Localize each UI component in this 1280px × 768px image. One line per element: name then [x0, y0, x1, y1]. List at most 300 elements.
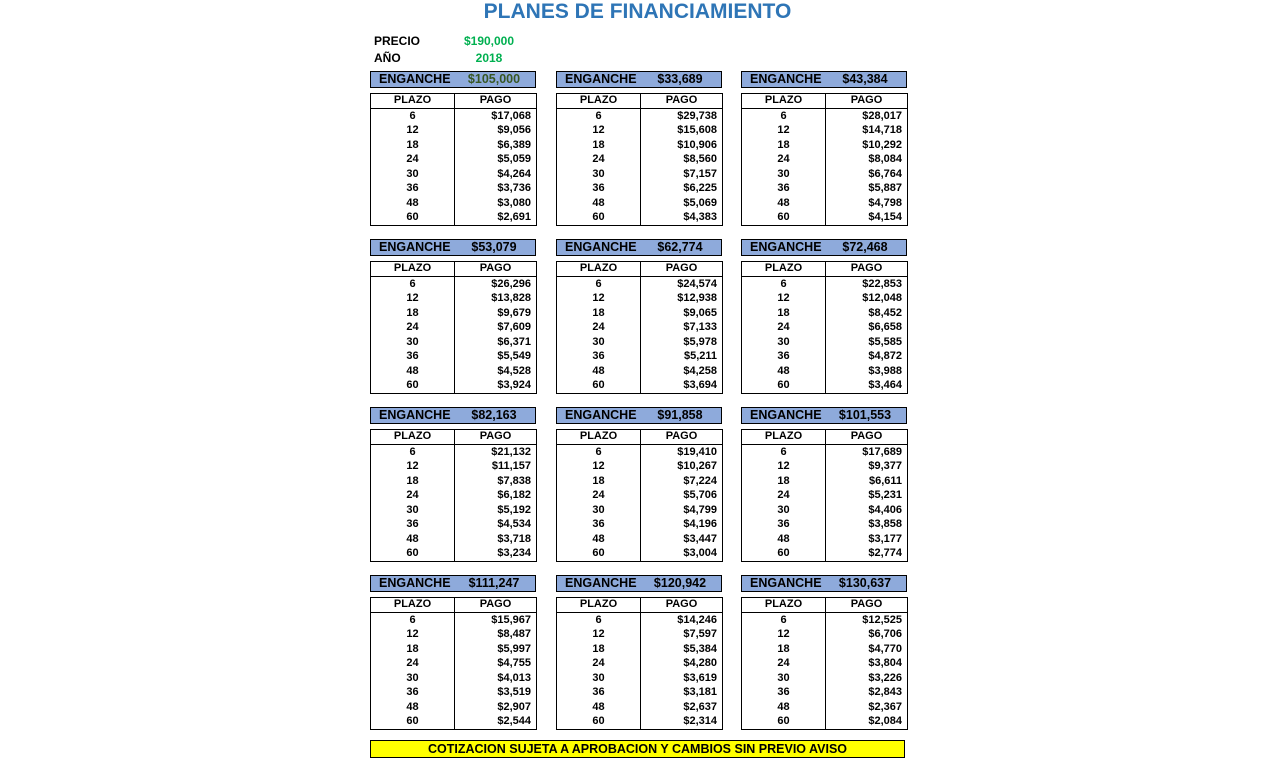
- table-header-row: [371, 262, 537, 277]
- plazo-cell: 60: [742, 379, 826, 394]
- pago-cell: $3,234: [497, 547, 531, 559]
- pago-cell: $3,858: [868, 518, 902, 530]
- pago-cell: $3,004: [683, 547, 717, 559]
- enganche-value: $33,689: [657, 72, 703, 86]
- pago-cell: $12,525: [862, 613, 902, 626]
- pago-cell: $12,048: [862, 292, 902, 304]
- plazo-cell: 12: [557, 460, 641, 475]
- table-row: [371, 700, 537, 715]
- enganche-value: $72,468: [842, 240, 888, 254]
- table-row: [557, 532, 723, 547]
- enganche-label: ENGANCHE: [565, 240, 637, 254]
- plazo-header: PLAZO: [371, 262, 455, 277]
- table-row: [742, 277, 908, 292]
- payment-table: [741, 261, 908, 394]
- plan-block: [370, 575, 536, 730]
- table-row: [371, 153, 537, 168]
- disclaimer-banner: COTIZACION SUJETA A APROBACION Y CAMBIOS SIN PREVIO AVISO: [370, 740, 905, 758]
- table-row: [557, 657, 723, 672]
- table-row: [371, 489, 537, 504]
- pago-cell: $4,264: [497, 167, 531, 180]
- table-row: [557, 167, 723, 182]
- plazo-cell: 6: [742, 277, 826, 292]
- plan-block: [370, 71, 536, 226]
- payment-table: [370, 429, 537, 562]
- plazo-cell: 6: [557, 277, 641, 292]
- pago-cell: $5,059: [497, 153, 531, 165]
- plan-block: [556, 407, 722, 562]
- pago-cell: $8,487: [497, 628, 531, 640]
- plazo-cell: 30: [557, 335, 641, 350]
- payment-table: [370, 93, 537, 226]
- pago-cell: $4,534: [497, 518, 531, 530]
- pago-cell: $4,798: [868, 196, 902, 209]
- enganche-header: [741, 239, 907, 256]
- pago-cell: $2,843: [868, 686, 902, 698]
- plazo-cell: 48: [742, 196, 826, 211]
- enganche-label: ENGANCHE: [565, 576, 637, 590]
- table-row: [742, 671, 908, 686]
- table-header-row: [742, 430, 908, 445]
- pago-header: PAGO: [826, 598, 908, 613]
- pago-cell: $3,181: [683, 686, 717, 698]
- plazo-cell: 24: [557, 489, 641, 504]
- plazo-cell: 48: [371, 364, 455, 379]
- plazo-cell: 36: [371, 350, 455, 365]
- table-row: [371, 503, 537, 518]
- pago-cell: $5,706: [683, 489, 717, 501]
- table-row: [557, 321, 723, 336]
- enganche-label: ENGANCHE: [565, 72, 637, 86]
- enganche-header: [741, 71, 907, 88]
- pago-cell: $7,597: [683, 628, 717, 640]
- table-row: [371, 350, 537, 365]
- plazo-cell: 18: [742, 642, 826, 657]
- enganche-value: $62,774: [657, 240, 703, 254]
- enganche-value: $111,247: [468, 576, 520, 590]
- payment-table: [556, 597, 723, 730]
- pago-cell: $3,736: [497, 182, 531, 194]
- pago-cell: $6,371: [497, 335, 531, 348]
- table-row: [742, 686, 908, 701]
- table-row: [557, 306, 723, 321]
- plan-block: [370, 239, 536, 394]
- plazo-cell: 30: [371, 167, 455, 182]
- table-row: [742, 196, 908, 211]
- table-row: [371, 335, 537, 350]
- pago-cell: $26,296: [491, 277, 531, 290]
- table-row: [371, 306, 537, 321]
- table-row: [371, 686, 537, 701]
- plazo-cell: 24: [371, 489, 455, 504]
- pago-cell: $8,084: [868, 153, 902, 165]
- pago-cell: $12,938: [677, 292, 717, 304]
- table-row: [557, 124, 723, 139]
- table-row: [742, 547, 908, 562]
- table-row: [557, 153, 723, 168]
- table-row: [742, 306, 908, 321]
- table-row: [371, 321, 537, 336]
- plazo-cell: 60: [371, 547, 455, 562]
- table-row: [557, 335, 723, 350]
- plazo-cell: 60: [742, 715, 826, 730]
- enganche-header: [741, 575, 907, 592]
- plazo-header: PLAZO: [742, 262, 826, 277]
- pago-cell: $2,907: [497, 700, 531, 713]
- table-header-row: [557, 430, 723, 445]
- table-row: [557, 489, 723, 504]
- precio-value: $190,000: [463, 34, 515, 48]
- pago-cell: $3,447: [683, 532, 717, 545]
- payment-table: [370, 261, 537, 394]
- pago-cell: $14,718: [862, 124, 902, 136]
- plazo-cell: 12: [742, 124, 826, 139]
- table-row: [371, 196, 537, 211]
- pago-cell: $4,528: [497, 364, 531, 377]
- plazo-cell: 60: [371, 379, 455, 394]
- table-row: [371, 715, 537, 730]
- table-row: [371, 167, 537, 182]
- plan-block: [370, 407, 536, 562]
- pago-cell: $4,280: [683, 657, 717, 669]
- pago-cell: $17,689: [862, 445, 902, 458]
- plazo-header: PLAZO: [557, 94, 641, 109]
- table-row: [742, 321, 908, 336]
- plan-block: [556, 239, 722, 394]
- pago-cell: $15,608: [677, 124, 717, 136]
- pago-cell: $17,068: [491, 109, 531, 122]
- table-row: [557, 277, 723, 292]
- plazo-cell: 36: [371, 182, 455, 197]
- table-row: [557, 700, 723, 715]
- table-row: [557, 445, 723, 460]
- enganche-value: $43,384: [842, 72, 888, 86]
- anio-label: AÑO: [374, 51, 401, 65]
- pago-cell: $3,177: [868, 532, 902, 545]
- plazo-cell: 48: [557, 700, 641, 715]
- table-row: [742, 700, 908, 715]
- table-row: [557, 364, 723, 379]
- plazo-cell: 18: [371, 642, 455, 657]
- table-header-row: [742, 94, 908, 109]
- pago-cell: $3,924: [497, 379, 531, 391]
- table-row: [742, 124, 908, 139]
- table-row: [371, 532, 537, 547]
- plazo-cell: 12: [557, 628, 641, 643]
- table-row: [742, 109, 908, 124]
- pago-cell: $5,211: [683, 350, 717, 362]
- pago-cell: $4,770: [868, 642, 902, 655]
- plazo-cell: 18: [371, 138, 455, 153]
- table-row: [557, 628, 723, 643]
- table-row: [371, 657, 537, 672]
- plazo-cell: 12: [371, 460, 455, 475]
- table-header-row: [371, 430, 537, 445]
- table-row: [557, 518, 723, 533]
- plan-block: [556, 575, 722, 730]
- pago-header: PAGO: [455, 430, 537, 445]
- pago-cell: $4,799: [683, 503, 717, 516]
- pago-header: PAGO: [826, 430, 908, 445]
- table-row: [557, 460, 723, 475]
- table-row: [371, 124, 537, 139]
- plazo-cell: 30: [371, 335, 455, 350]
- plazo-cell: 12: [742, 460, 826, 475]
- table-row: [742, 613, 908, 628]
- table-row: [742, 489, 908, 504]
- pago-cell: $3,694: [683, 379, 717, 391]
- pago-header: PAGO: [641, 94, 723, 109]
- plazo-cell: 48: [557, 196, 641, 211]
- table-row: [742, 182, 908, 197]
- pago-cell: $4,872: [868, 350, 902, 362]
- table-row: [742, 628, 908, 643]
- pago-cell: $5,585: [868, 335, 902, 348]
- plazo-header: PLAZO: [557, 430, 641, 445]
- plazo-cell: 48: [371, 532, 455, 547]
- payment-table: [556, 261, 723, 394]
- plazo-cell: 24: [557, 321, 641, 336]
- plazo-cell: 30: [742, 503, 826, 518]
- pago-cell: $7,133: [683, 321, 717, 333]
- plazo-cell: 60: [557, 211, 641, 226]
- plazo-cell: 18: [371, 474, 455, 489]
- plazo-cell: 6: [742, 613, 826, 628]
- table-row: [742, 518, 908, 533]
- pago-cell: $4,755: [497, 657, 531, 669]
- table-header-row: [557, 262, 723, 277]
- table-row: [371, 671, 537, 686]
- pago-cell: $4,258: [683, 364, 717, 377]
- pago-cell: $2,367: [868, 700, 902, 713]
- plazo-cell: 18: [742, 474, 826, 489]
- pago-header: PAGO: [455, 94, 537, 109]
- plazo-cell: 6: [742, 109, 826, 124]
- table-row: [742, 364, 908, 379]
- pago-cell: $5,192: [497, 503, 531, 516]
- pago-cell: $5,384: [683, 642, 717, 655]
- plazo-cell: 24: [557, 153, 641, 168]
- enganche-header: [556, 239, 722, 256]
- pago-cell: $2,084: [868, 715, 902, 727]
- pago-cell: $19,410: [677, 445, 717, 458]
- payment-table: [741, 429, 908, 562]
- plazo-cell: 6: [371, 109, 455, 124]
- plazo-cell: 36: [557, 686, 641, 701]
- pago-cell: $3,519: [497, 686, 531, 698]
- plazo-cell: 36: [557, 518, 641, 533]
- plazo-cell: 48: [742, 364, 826, 379]
- pago-cell: $6,389: [497, 138, 531, 151]
- table-row: [371, 138, 537, 153]
- enganche-value: $130,637: [838, 576, 892, 590]
- plazo-cell: 12: [557, 124, 641, 139]
- plazo-cell: 24: [557, 657, 641, 672]
- table-row: [557, 642, 723, 657]
- table-row: [742, 153, 908, 168]
- plazo-cell: 30: [557, 167, 641, 182]
- pago-cell: $7,609: [497, 321, 531, 333]
- pago-cell: $15,967: [491, 613, 531, 626]
- pago-cell: $2,314: [683, 715, 717, 727]
- plazo-cell: 12: [557, 292, 641, 307]
- pago-cell: $9,056: [497, 124, 531, 136]
- pago-cell: $6,658: [868, 321, 902, 333]
- table-row: [742, 335, 908, 350]
- plazo-cell: 36: [742, 518, 826, 533]
- plazo-header: PLAZO: [557, 262, 641, 277]
- plazo-header: PLAZO: [371, 94, 455, 109]
- pago-cell: $9,679: [497, 306, 531, 319]
- pago-cell: $5,978: [683, 335, 717, 348]
- pago-cell: $6,225: [683, 182, 717, 194]
- table-header-row: [371, 94, 537, 109]
- pago-header: PAGO: [641, 598, 723, 613]
- plazo-cell: 18: [742, 306, 826, 321]
- enganche-header: [370, 575, 536, 592]
- pago-cell: $3,988: [868, 364, 902, 377]
- plazo-cell: 18: [557, 306, 641, 321]
- table-row: [371, 474, 537, 489]
- plazo-cell: 12: [742, 628, 826, 643]
- plazo-cell: 6: [742, 445, 826, 460]
- payment-table: [556, 429, 723, 562]
- plazo-cell: 36: [742, 350, 826, 365]
- plazo-cell: 24: [371, 657, 455, 672]
- enganche-label: ENGANCHE: [750, 408, 822, 422]
- pago-cell: $10,292: [862, 138, 902, 151]
- pago-cell: $2,637: [683, 700, 717, 713]
- table-row: [557, 547, 723, 562]
- table-header-row: [557, 598, 723, 613]
- plan-block: [741, 239, 907, 394]
- plazo-cell: 24: [742, 657, 826, 672]
- plazo-cell: 30: [742, 671, 826, 686]
- enganche-header: [556, 407, 722, 424]
- pago-cell: $10,267: [677, 460, 717, 472]
- enganche-value: $101,553: [838, 408, 892, 422]
- table-row: [742, 474, 908, 489]
- table-row: [371, 277, 537, 292]
- payment-table: [741, 93, 908, 226]
- table-row: [742, 211, 908, 226]
- table-row: [557, 182, 723, 197]
- plazo-cell: 24: [371, 153, 455, 168]
- table-row: [557, 211, 723, 226]
- pago-cell: $4,383: [683, 211, 717, 223]
- table-row: [371, 211, 537, 226]
- table-row: [742, 138, 908, 153]
- pago-header: PAGO: [641, 430, 723, 445]
- plazo-cell: 6: [371, 445, 455, 460]
- enganche-label: ENGANCHE: [379, 72, 451, 86]
- payment-table: [556, 93, 723, 226]
- precio-label: PRECIO: [374, 34, 421, 48]
- enganche-label: ENGANCHE: [379, 576, 451, 590]
- table-row: [371, 547, 537, 562]
- pago-header: PAGO: [826, 94, 908, 109]
- plazo-cell: 60: [557, 379, 641, 394]
- plan-block: [741, 575, 907, 730]
- pago-cell: $14,246: [677, 613, 717, 626]
- table-row: [742, 715, 908, 730]
- pago-cell: $6,182: [497, 489, 531, 501]
- pago-cell: $3,226: [868, 671, 902, 684]
- plazo-cell: 60: [557, 715, 641, 730]
- table-row: [742, 350, 908, 365]
- pago-cell: $3,080: [497, 196, 531, 209]
- pago-cell: $11,157: [491, 460, 531, 472]
- enganche-label: ENGANCHE: [379, 408, 451, 422]
- plan-block: [741, 71, 907, 226]
- plazo-cell: 6: [557, 445, 641, 460]
- plazo-cell: 12: [371, 628, 455, 643]
- plazo-cell: 18: [557, 642, 641, 657]
- table-row: [371, 379, 537, 394]
- plazo-cell: 18: [742, 138, 826, 153]
- table-row: [557, 350, 723, 365]
- enganche-value: $105,000: [467, 72, 521, 86]
- pago-cell: $7,224: [683, 474, 717, 487]
- table-row: [557, 686, 723, 701]
- table-row: [557, 379, 723, 394]
- plazo-cell: 24: [742, 489, 826, 504]
- pago-cell: $5,887: [868, 182, 902, 194]
- page-title: PLANES DE FINANCIAMIENTO: [483, 0, 792, 23]
- pago-cell: $22,853: [862, 277, 902, 290]
- plan-block: [556, 71, 722, 226]
- table-row: [742, 657, 908, 672]
- pago-cell: $21,132: [491, 445, 531, 458]
- pago-header: PAGO: [641, 262, 723, 277]
- plazo-cell: 12: [371, 124, 455, 139]
- pago-cell: $28,017: [862, 109, 902, 122]
- plazo-cell: 6: [371, 277, 455, 292]
- plazo-cell: 6: [557, 109, 641, 124]
- table-row: [557, 503, 723, 518]
- table-row: [371, 460, 537, 475]
- pago-cell: $2,544: [497, 715, 531, 727]
- enganche-header: [556, 575, 722, 592]
- enganche-value: $53,079: [471, 240, 517, 254]
- table-header-row: [371, 598, 537, 613]
- table-header-row: [742, 598, 908, 613]
- pago-cell: $4,196: [683, 518, 717, 530]
- plazo-cell: 6: [371, 613, 455, 628]
- pago-cell: $24,574: [677, 277, 717, 290]
- pago-cell: $9,065: [683, 306, 717, 319]
- table-row: [742, 532, 908, 547]
- pago-cell: $29,738: [677, 109, 717, 122]
- table-row: [371, 292, 537, 307]
- enganche-header: [370, 71, 536, 88]
- table-row: [371, 182, 537, 197]
- table-row: [371, 109, 537, 124]
- pago-cell: $2,774: [868, 547, 902, 559]
- plazo-cell: 48: [371, 700, 455, 715]
- pago-cell: $10,906: [677, 138, 717, 151]
- enganche-label: ENGANCHE: [750, 240, 822, 254]
- plazo-cell: 60: [742, 211, 826, 226]
- enganche-header: [556, 71, 722, 88]
- pago-cell: $5,231: [868, 489, 902, 501]
- table-row: [742, 642, 908, 657]
- table-row: [742, 167, 908, 182]
- table-header-row: [557, 94, 723, 109]
- enganche-label: ENGANCHE: [750, 72, 822, 86]
- plazo-cell: 36: [557, 182, 641, 197]
- table-header-row: [742, 262, 908, 277]
